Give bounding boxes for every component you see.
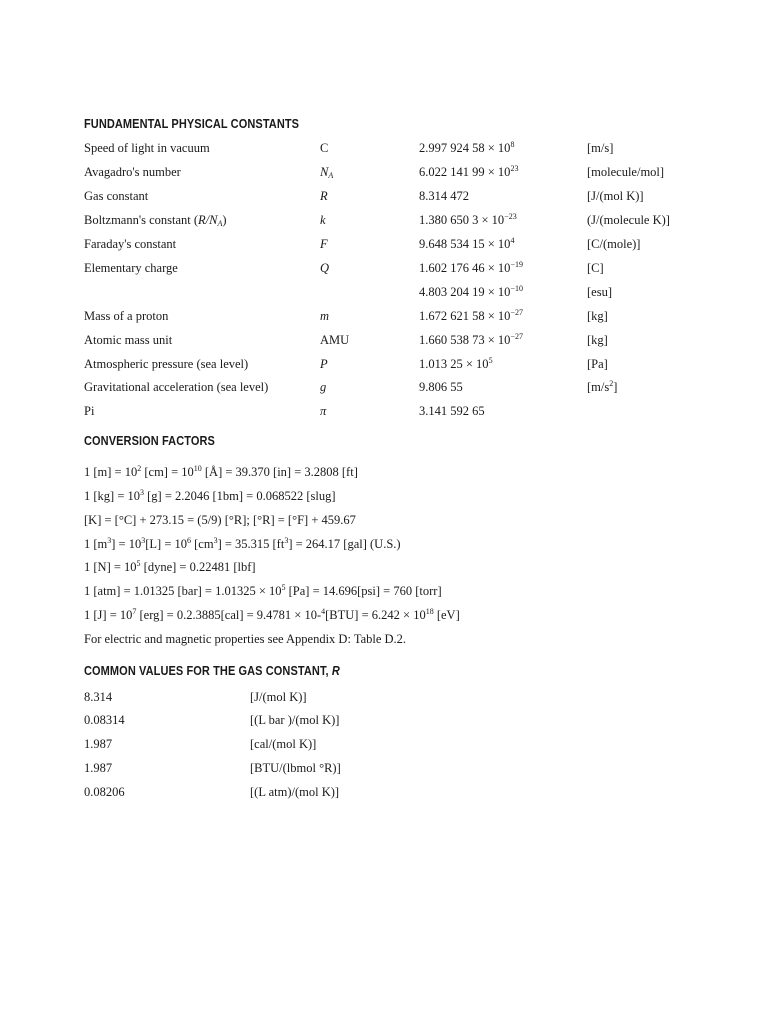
gas-constant-value: 1.987	[84, 737, 113, 751]
constant-symbol: Q	[320, 261, 330, 275]
gas-constant-unit: [(L bar )/(mol K)]	[250, 713, 340, 727]
conversion-line-volume: 1 $[m^3] = 10^3[L] = 10^6$ $[cm^3] = 35.315$ $[ft^3] = 264.17$ [gal] (U.S.)	[84, 536, 401, 551]
constant-value: 1.672 621 $58 \times 10^{-27}$	[419, 308, 523, 323]
constant-symbol: k	[320, 213, 326, 227]
constant-symbol: C	[320, 141, 329, 155]
constant-unit: [molecule/mol]	[587, 165, 665, 179]
constant-symbol: R	[320, 189, 328, 203]
constant-symbol: $N_A$	[320, 165, 334, 180]
constant-unit: [m/s]	[587, 141, 614, 155]
constant-name: Atmospheric pressure (sea level)	[84, 357, 249, 371]
constant-unit: (J/(molecule K)]	[587, 213, 670, 227]
constant-value: 9.806 55	[419, 380, 463, 394]
conversion-line-temperature: [K] = [°C] + 273.15 = (5/9) [°R]; [°R] = [°F] + 459.67	[84, 513, 356, 527]
conversion-line-energy: 1 $[J] = 10^7$ $[erg] = 0.2.3885[cal] = 9.4781 \times 10-^4[BTU] = 6.242 \times 10^{18}$ [eV]	[84, 607, 460, 622]
constant-name: Faraday's constant	[84, 237, 177, 251]
fundamental-constants-heading: FUNDAMENTAL PHYSICAL CONSTANTS	[84, 117, 300, 131]
constant-symbol: AMU	[320, 333, 350, 347]
constant-unit: [C/(mole)]	[587, 237, 641, 251]
constants-page	[84, 0, 724, 1024]
constant-unit: [kg]	[587, 309, 608, 323]
gas-constant-unit: [cal/(mol K)]	[250, 737, 317, 751]
gas-constant-unit: [BTU/(lbmol °R)]	[250, 761, 341, 775]
conversion-note: For electric and magnetic properties see Appendix D: Table D.2.	[84, 632, 407, 646]
gas-constant-unit: [(L atm)/(mol K)]	[250, 785, 340, 799]
conversion-line-force: 1 $[N] = 10^5$ [dyne] = 0.22481 [lbf]	[84, 559, 256, 574]
constant-name: Boltzmann's constant $(R/N_A)$	[84, 213, 227, 228]
gas-constant-value: 0.08314	[84, 713, 125, 727]
gas-constant-value: 8.314	[84, 690, 113, 704]
constant-name: Speed of light in vacuum	[84, 141, 210, 155]
constant-value: 9.648 534 $15 \times 10^4$	[419, 236, 515, 251]
constant-symbol: P	[320, 357, 328, 371]
constant-name: Gas constant	[84, 189, 149, 203]
conversion-line-length: 1 $[m] = 10^2$ $[cm] = 10^{10}$ [Å] = 39.370 [in] = 3.2808 [ft]	[84, 464, 358, 479]
constant-value: 3.141 592 65	[419, 404, 485, 418]
gas-constant-value: 0.08206	[84, 785, 125, 799]
constant-name: Pi	[84, 404, 95, 418]
constant-symbol: F	[320, 237, 328, 251]
constant-value: 1.660 538 $73 \times 10^{-27}$	[419, 332, 523, 347]
constant-unit: [kg]	[587, 333, 608, 347]
constant-value: 6.022 141 $99 \times 10^{23}$	[419, 164, 519, 179]
constant-name: Elementary charge	[84, 261, 178, 275]
constant-value: 2.997 924 $58 \times 10^8$	[419, 140, 515, 155]
constant-symbol: g	[320, 380, 327, 394]
constant-value: 1.602 176 $46 \times 10^{-19}$	[419, 260, 523, 275]
gas-constant-heading: COMMON VALUES FOR THE GAS CONSTANT, R	[84, 664, 340, 678]
constant-name: Atomic mass unit	[84, 333, 173, 347]
conversion-factors-heading: CONVERSION FACTORS	[84, 434, 215, 448]
constant-value: 8.314 472	[419, 189, 469, 203]
constant-value: 1.380 650 $3 \times 10^{-23}$	[419, 212, 517, 227]
gas-constant-value: 1.987	[84, 761, 113, 775]
constant-symbol: π	[320, 404, 327, 418]
conversion-line-mass: 1 $[kg] = 10^3$ [g] = 2.2046 [1bm] = 0.068522 [slug]	[84, 488, 336, 503]
constant-unit: $[m/s^2]$	[587, 379, 618, 394]
constant-unit: [J/(mol K)]	[587, 189, 644, 203]
constant-value: 4.803 204 $19 \times 10^{-10}$	[419, 284, 523, 299]
constant-unit: [Pa]	[587, 357, 608, 371]
constant-symbol: m	[320, 309, 330, 323]
constant-name: Mass of a proton	[84, 309, 169, 323]
constant-unit: [C]	[587, 261, 604, 275]
gas-constant-unit: [J/(mol K)]	[250, 690, 307, 704]
conversion-line-pressure: 1 [atm] = 1.01325 $[bar] = 1.01325 \times 10^5$ [Pa] = 14.696[psi] = 760 [torr]	[84, 583, 442, 598]
constant-name: Avagadro's number	[84, 165, 181, 179]
constant-unit: [esu]	[587, 285, 612, 299]
constant-name: Gravitational acceleration (sea level)	[84, 380, 269, 394]
constant-value: 1.013 $25 \times 10^5$	[419, 356, 493, 371]
